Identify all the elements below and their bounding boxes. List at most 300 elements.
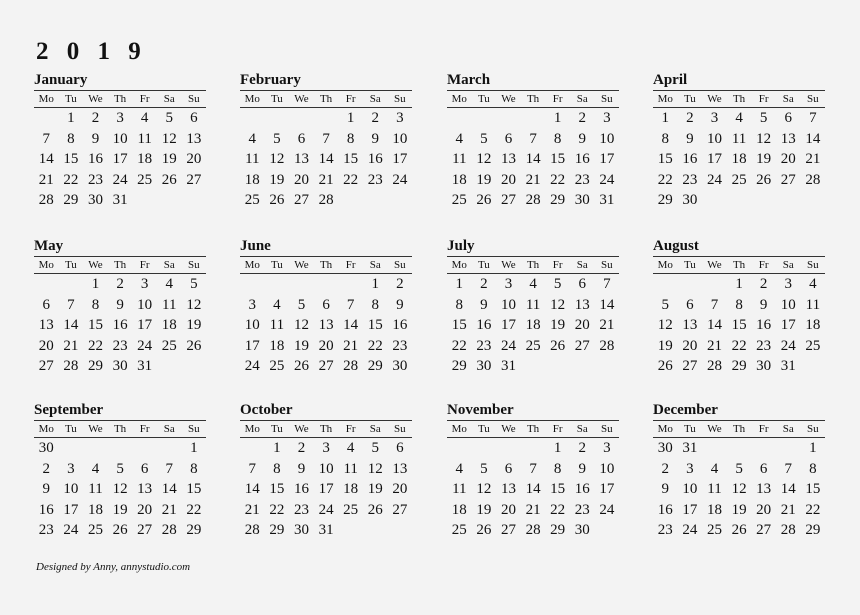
- day-cell: 26: [112, 522, 128, 539]
- day-cell: 12: [476, 151, 492, 168]
- weekday-label: Th: [319, 259, 333, 271]
- day-cell: 25: [137, 171, 153, 188]
- day-cell: 5: [480, 460, 488, 477]
- weekday-label: Tu: [683, 259, 696, 271]
- day-cell: 21: [525, 501, 541, 518]
- day-cell: 22: [367, 337, 383, 354]
- day-cell: 5: [116, 460, 124, 477]
- day-cell: 13: [318, 317, 334, 334]
- day-cell: 8: [371, 296, 380, 313]
- day-cell: 27: [574, 337, 590, 354]
- weekday-label: Th: [732, 423, 746, 435]
- day-cell: 22: [550, 171, 566, 188]
- day-cell: 11: [343, 460, 358, 477]
- weekday-label: Fr: [758, 423, 769, 435]
- empty-cell: [678, 274, 703, 295]
- empty-cell: [521, 108, 546, 129]
- day-cell: 14: [525, 151, 541, 168]
- day-cell: 30: [574, 522, 590, 539]
- day-cell: 24: [500, 337, 516, 354]
- day-cell: 15: [657, 151, 673, 168]
- empty-cell: [702, 274, 727, 295]
- weekday-label: Mo: [657, 423, 673, 435]
- empty-cell: [157, 190, 182, 211]
- day-cell: 14: [38, 151, 54, 168]
- empty-cell: [751, 190, 776, 211]
- empty-cell: [570, 356, 595, 377]
- empty-cell: [447, 108, 472, 129]
- day-cell: 10: [392, 130, 408, 147]
- day-cell: 10: [500, 296, 516, 313]
- day-cell: 27: [186, 171, 202, 188]
- day-cell: 17: [392, 151, 408, 168]
- day-cell: 20: [682, 337, 698, 354]
- day-cell: 21: [38, 171, 54, 188]
- day-cell: 13: [500, 481, 516, 498]
- day-cell: 12: [293, 317, 309, 334]
- day-cell: 7: [710, 296, 719, 313]
- month-april: [653, 70, 825, 211]
- month-name: December: [653, 402, 718, 418]
- day-cell: 12: [112, 481, 128, 498]
- month-january: [34, 70, 206, 211]
- empty-cell: [702, 438, 727, 459]
- day-cell: 29: [63, 192, 79, 209]
- day-cell: 20: [500, 501, 516, 518]
- day-cell: 23: [657, 522, 673, 539]
- day-cell: 28: [599, 337, 615, 354]
- day-cell: 26: [731, 522, 747, 539]
- day-cell: 6: [759, 460, 768, 477]
- day-cell: 17: [682, 501, 698, 518]
- day-cell: 25: [706, 522, 722, 539]
- day-cell: 4: [248, 130, 257, 147]
- day-cell: 6: [396, 440, 404, 456]
- day-cell: 3: [784, 276, 793, 292]
- day-cell: 3: [140, 276, 149, 292]
- day-cell: 25: [269, 358, 285, 375]
- day-cell: 8: [455, 296, 464, 313]
- weekday-label: Sa: [163, 93, 175, 105]
- day-cell: 1: [455, 276, 464, 292]
- day-cell: 5: [661, 296, 670, 313]
- day-cell: 7: [603, 276, 611, 292]
- weekday-label: Sa: [576, 93, 588, 105]
- day-cell: 21: [706, 337, 722, 354]
- empty-cell: [727, 438, 752, 459]
- weekday-label: Sa: [576, 259, 588, 271]
- day-cell: 7: [248, 460, 257, 477]
- empty-cell: [59, 438, 84, 459]
- weekday-label: Fr: [139, 259, 150, 271]
- empty-cell: [240, 274, 265, 295]
- day-cell: 29: [657, 192, 673, 209]
- weekday-label: We: [88, 259, 103, 271]
- weekday-label: Tu: [477, 93, 490, 105]
- day-cell: 23: [756, 337, 772, 354]
- day-cell: 26: [550, 337, 566, 354]
- weekday-label: Su: [807, 93, 819, 105]
- day-cell: 17: [137, 317, 153, 334]
- weekday-header: [34, 90, 206, 108]
- day-cell: 10: [706, 130, 722, 147]
- day-grid: [447, 274, 619, 377]
- day-cell: 12: [269, 151, 285, 168]
- month-name: January: [34, 72, 88, 88]
- day-cell: 8: [190, 460, 198, 477]
- day-grid: [240, 438, 412, 541]
- weekday-label: Tu: [64, 423, 77, 435]
- day-cell: 31: [137, 358, 153, 375]
- month-name: October: [240, 402, 293, 418]
- day-cell: 20: [293, 171, 309, 188]
- day-cell: 8: [91, 296, 100, 313]
- day-grid: [34, 274, 206, 377]
- day-cell: 5: [553, 276, 562, 292]
- day-cell: 21: [161, 501, 177, 518]
- day-cell: 16: [574, 151, 590, 168]
- day-cell: 19: [657, 337, 673, 354]
- day-cell: 17: [112, 151, 128, 168]
- weekday-label: Fr: [139, 423, 150, 435]
- empty-cell: [157, 438, 182, 459]
- day-grid: [34, 108, 206, 211]
- empty-cell: [472, 108, 497, 129]
- day-cell: 1: [190, 440, 198, 456]
- weekday-label: Tu: [683, 93, 696, 105]
- day-cell: 10: [137, 296, 153, 313]
- weekday-label: We: [88, 93, 103, 105]
- day-cell: 14: [706, 317, 722, 334]
- weekday-header: [240, 90, 412, 108]
- weekday-label: Su: [601, 93, 613, 105]
- month-may: [34, 236, 206, 377]
- day-cell: 28: [525, 522, 541, 539]
- day-cell: 27: [756, 522, 772, 539]
- day-cell: 30: [756, 358, 772, 375]
- day-grid: [240, 108, 412, 211]
- day-cell: 7: [529, 460, 537, 477]
- weekday-label: Su: [394, 259, 406, 271]
- day-cell: 18: [343, 481, 359, 498]
- day-cell: 2: [116, 276, 124, 292]
- day-cell: 9: [297, 460, 306, 477]
- month-name: August: [653, 238, 699, 254]
- weekday-label: Sa: [576, 423, 588, 435]
- day-cell: 26: [293, 358, 309, 375]
- day-grid: [34, 438, 206, 541]
- day-cell: 29: [550, 522, 566, 539]
- empty-cell: [702, 190, 727, 211]
- day-cell: 14: [318, 151, 334, 168]
- weekday-label: Tu: [683, 423, 696, 435]
- day-cell: 6: [578, 276, 587, 292]
- day-cell: 6: [784, 110, 793, 126]
- day-cell: 8: [661, 130, 670, 147]
- weekday-header: [240, 420, 412, 438]
- day-cell: 13: [756, 481, 772, 498]
- day-cell: 21: [318, 171, 334, 188]
- day-cell: 6: [504, 460, 513, 477]
- day-cell: 2: [578, 110, 587, 126]
- day-cell: 9: [578, 460, 587, 477]
- day-cell: 16: [38, 501, 54, 518]
- day-cell: 4: [735, 110, 743, 126]
- day-cell: 9: [91, 130, 100, 147]
- day-cell: 3: [710, 110, 719, 126]
- weekday-label: Sa: [782, 93, 794, 105]
- month-february: [240, 70, 412, 211]
- day-cell: 22: [731, 337, 747, 354]
- weekday-label: Mo: [451, 423, 467, 435]
- day-cell: 4: [455, 460, 464, 477]
- day-cell: 14: [525, 481, 541, 498]
- day-cell: 16: [476, 317, 492, 334]
- day-cell: 8: [553, 130, 562, 147]
- day-cell: 8: [273, 460, 281, 477]
- day-cell: 13: [137, 481, 153, 498]
- day-cell: 10: [599, 130, 615, 147]
- empty-cell: [363, 520, 388, 541]
- day-cell: 27: [38, 358, 54, 375]
- weekday-label: Sa: [369, 259, 381, 271]
- day-cell: 1: [273, 440, 281, 456]
- weekday-label: Fr: [345, 93, 356, 105]
- weekday-header: [447, 420, 619, 438]
- weekday-header: [653, 420, 825, 438]
- day-cell: 14: [343, 317, 359, 334]
- month-name: September: [34, 402, 104, 418]
- day-cell: 11: [245, 151, 260, 168]
- day-cell: 12: [476, 481, 492, 498]
- day-cell: 31: [500, 358, 516, 375]
- day-cell: 21: [343, 337, 359, 354]
- day-cell: 23: [38, 522, 54, 539]
- weekday-label: Su: [807, 259, 819, 271]
- empty-cell: [521, 356, 546, 377]
- empty-cell: [472, 438, 497, 459]
- weekday-label: Fr: [552, 259, 563, 271]
- day-cell: 26: [161, 171, 177, 188]
- day-cell: 10: [599, 460, 615, 477]
- day-cell: 18: [451, 171, 467, 188]
- day-cell: 23: [476, 337, 492, 354]
- empty-cell: [363, 190, 388, 211]
- weekday-label: Tu: [270, 423, 283, 435]
- day-cell: 9: [480, 296, 488, 313]
- day-cell: 2: [578, 440, 587, 456]
- day-cell: 21: [63, 337, 79, 354]
- day-grid: [653, 108, 825, 211]
- day-cell: 4: [91, 460, 100, 477]
- day-cell: 14: [805, 130, 821, 147]
- day-grid: [240, 274, 412, 377]
- day-cell: 19: [186, 317, 202, 334]
- day-cell: 15: [451, 317, 467, 334]
- day-cell: 24: [599, 501, 615, 518]
- day-cell: 22: [550, 501, 566, 518]
- month-name: March: [447, 72, 491, 88]
- day-cell: 22: [63, 171, 79, 188]
- day-cell: 19: [550, 317, 566, 334]
- day-cell: 20: [756, 501, 772, 518]
- calendar-year: 2 0 1 9: [36, 38, 147, 65]
- day-cell: 11: [137, 130, 152, 147]
- day-cell: 18: [451, 501, 467, 518]
- day-cell: 25: [451, 192, 467, 209]
- weekday-label: Su: [188, 93, 200, 105]
- day-cell: 19: [367, 481, 383, 498]
- weekday-label: Th: [732, 93, 746, 105]
- day-cell: 18: [161, 317, 177, 334]
- day-cell: 15: [343, 151, 359, 168]
- day-cell: 10: [63, 481, 79, 498]
- day-cell: 24: [137, 337, 153, 354]
- weekday-label: Th: [732, 259, 746, 271]
- weekday-label: Fr: [758, 93, 769, 105]
- day-cell: 12: [186, 296, 202, 313]
- day-cell: 26: [657, 358, 673, 375]
- day-cell: 11: [269, 317, 285, 334]
- empty-cell: [34, 274, 59, 295]
- day-cell: 16: [574, 481, 590, 498]
- day-cell: 30: [476, 358, 492, 375]
- empty-cell: [289, 274, 314, 295]
- weekday-header: [34, 256, 206, 274]
- empty-cell: [545, 356, 570, 377]
- day-cell: 31: [318, 522, 334, 539]
- day-cell: 10: [112, 130, 128, 147]
- day-cell: 24: [63, 522, 79, 539]
- day-cell: 28: [780, 522, 796, 539]
- day-cell: 21: [525, 171, 541, 188]
- month-name: November: [447, 402, 514, 418]
- day-cell: 11: [88, 481, 103, 498]
- weekday-label: Mo: [657, 259, 673, 271]
- day-cell: 3: [116, 110, 124, 126]
- empty-cell: [157, 356, 182, 377]
- day-cell: 24: [112, 171, 128, 188]
- weekday-label: Th: [113, 259, 127, 271]
- empty-cell: [496, 108, 521, 129]
- month-name: June: [240, 238, 271, 254]
- day-cell: 11: [162, 296, 177, 313]
- day-cell: 28: [706, 358, 722, 375]
- day-cell: 30: [38, 440, 54, 456]
- day-cell: 24: [392, 171, 408, 188]
- day-cell: 20: [780, 151, 796, 168]
- weekday-label: We: [707, 93, 722, 105]
- weekday-label: Fr: [552, 93, 563, 105]
- month-name: April: [653, 72, 688, 88]
- weekday-label: Mo: [451, 259, 467, 271]
- empty-cell: [447, 438, 472, 459]
- day-cell: 9: [686, 130, 694, 147]
- day-cell: 3: [603, 110, 611, 126]
- day-cell: 6: [322, 296, 330, 313]
- day-cell: 15: [367, 317, 383, 334]
- month-december: [653, 400, 825, 541]
- day-cell: 1: [67, 110, 75, 126]
- day-cell: 19: [161, 151, 177, 168]
- day-cell: 22: [269, 501, 285, 518]
- day-cell: 7: [322, 130, 330, 147]
- weekday-label: Sa: [163, 423, 175, 435]
- day-cell: 12: [756, 130, 772, 147]
- day-cell: 31: [599, 192, 615, 209]
- day-cell: 20: [392, 481, 408, 498]
- day-cell: 19: [476, 171, 492, 188]
- day-cell: 24: [599, 171, 615, 188]
- day-cell: 4: [273, 296, 281, 313]
- day-grid: [447, 438, 619, 541]
- day-cell: 18: [525, 317, 541, 334]
- day-cell: 12: [657, 317, 673, 334]
- day-grid: [447, 108, 619, 211]
- weekday-label: Mo: [244, 423, 260, 435]
- day-cell: 1: [661, 110, 670, 126]
- day-cell: 5: [759, 110, 768, 126]
- day-cell: 18: [244, 171, 260, 188]
- day-cell: 2: [661, 460, 670, 477]
- day-cell: 7: [529, 130, 537, 147]
- month-march: [447, 70, 619, 211]
- day-cell: 13: [500, 151, 516, 168]
- weekday-label: Tu: [477, 423, 490, 435]
- day-cell: 1: [346, 110, 355, 126]
- day-cell: 2: [759, 276, 768, 292]
- weekday-header: [653, 90, 825, 108]
- weekday-label: Tu: [270, 259, 283, 271]
- empty-cell: [182, 190, 207, 211]
- weekday-label: Su: [601, 423, 613, 435]
- day-cell: 18: [731, 151, 747, 168]
- day-cell: 15: [269, 481, 285, 498]
- day-cell: 8: [735, 296, 743, 313]
- day-cell: 7: [67, 296, 75, 313]
- day-cell: 24: [318, 501, 334, 518]
- empty-cell: [34, 108, 59, 129]
- empty-cell: [338, 520, 363, 541]
- weekday-label: Sa: [782, 259, 794, 271]
- day-cell: 4: [710, 460, 719, 477]
- day-cell: 25: [343, 501, 359, 518]
- day-cell: 29: [87, 358, 103, 375]
- day-cell: 28: [244, 522, 260, 539]
- day-cell: 8: [553, 460, 562, 477]
- day-cell: 11: [452, 151, 467, 168]
- day-cell: 15: [805, 481, 821, 498]
- day-cell: 9: [371, 130, 380, 147]
- day-cell: 5: [371, 440, 380, 456]
- empty-cell: [388, 520, 413, 541]
- day-cell: 26: [476, 192, 492, 209]
- day-cell: 15: [550, 481, 566, 498]
- empty-cell: [289, 108, 314, 129]
- day-cell: 20: [574, 317, 590, 334]
- empty-cell: [182, 356, 207, 377]
- day-cell: 20: [38, 337, 54, 354]
- day-cell: 14: [63, 317, 79, 334]
- day-cell: 9: [661, 481, 670, 498]
- month-august: [653, 236, 825, 377]
- weekday-label: Sa: [782, 423, 794, 435]
- day-cell: 23: [112, 337, 128, 354]
- day-cell: 10: [318, 460, 334, 477]
- day-cell: 2: [297, 440, 306, 456]
- weekday-header: [240, 256, 412, 274]
- weekday-label: Fr: [758, 259, 769, 271]
